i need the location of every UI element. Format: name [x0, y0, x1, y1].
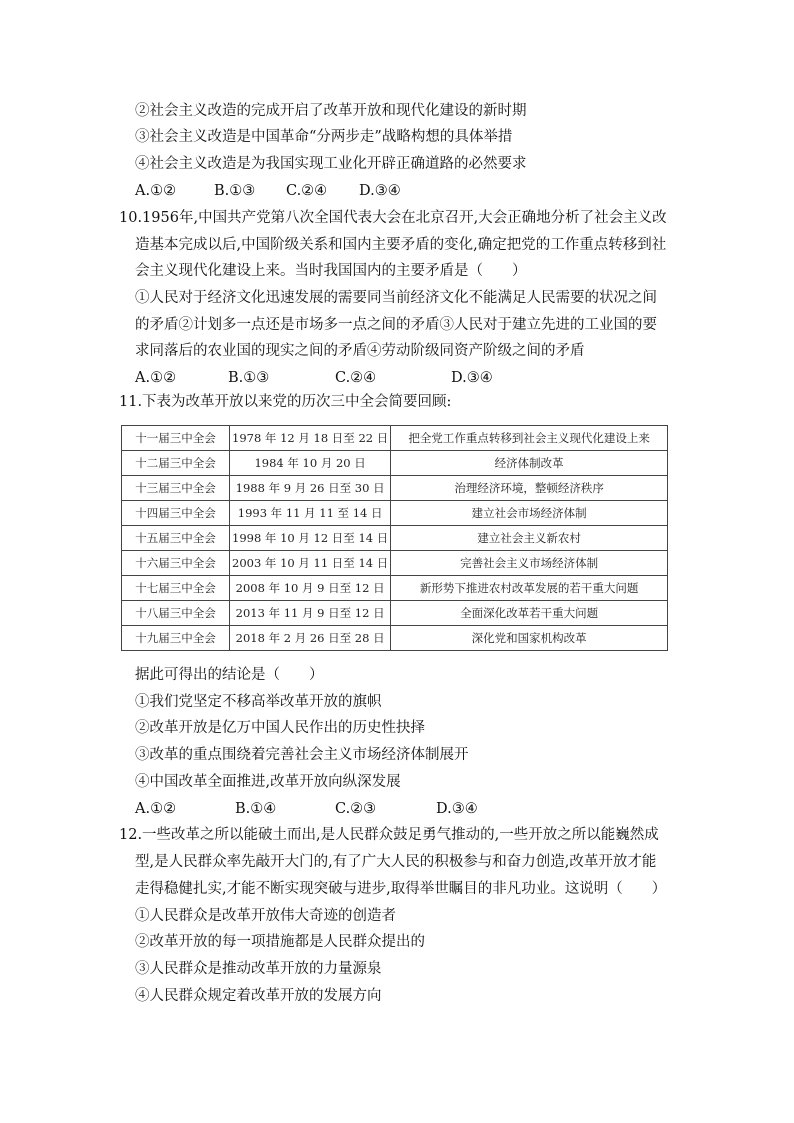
- table-row: [122, 576, 668, 601]
- table-row: [122, 451, 668, 476]
- date-cell: 1984 年 10 月 20 日: [230, 451, 391, 476]
- q10-answer-c: C.②④: [335, 370, 377, 386]
- date-cell: 2018 年 2 月 26 日至 28 日: [230, 626, 391, 651]
- q10-option-line-3: 求同落后的农业国的现实之间的矛盾④劳动阶级同资产阶级之间的矛盾: [135, 343, 585, 359]
- q12-stem-line-3: 走得稳健扎实,才能不断实现突破与进步,取得举世瞩目的非凡功业。这说明（ ）: [135, 881, 667, 897]
- session-cell: 十八届三中全会: [122, 601, 230, 626]
- q12-option-4: ④人民群众规定着改革开放的发展方向: [135, 988, 382, 1004]
- q9-option-2: ②社会主义改造的完成开启了改革开放和现代化建设的新时期: [135, 103, 527, 119]
- date-cell: 2003 年 10 月 11 日至 14 日: [230, 551, 391, 576]
- q10-answer-a: A.①②: [135, 370, 177, 386]
- q9-answer-c: C.②④: [286, 183, 328, 199]
- third-plenum-table: [121, 425, 668, 651]
- q9-answer-b: B.①③: [214, 183, 256, 199]
- q11-answer-c: C.②③: [335, 801, 377, 817]
- table-row: [122, 426, 668, 451]
- session-cell: 十四届三中全会: [122, 501, 230, 526]
- date-cell: 1993 年 11 月 11 至 14 日: [230, 501, 391, 526]
- topic-cell: 建立社会主义新农村: [391, 526, 668, 551]
- topic-cell: 深化党和国家机构改革: [391, 626, 668, 651]
- date-cell: 1998 年 10 月 12 日至 14 日: [230, 526, 391, 551]
- table-row: [122, 551, 668, 576]
- q10-answer-b: B.①③: [228, 370, 270, 386]
- session-cell: 十六届三中全会: [122, 551, 230, 576]
- topic-cell: 经济体制改革: [391, 451, 668, 476]
- q11-answer-b: B.①④: [235, 801, 277, 817]
- q9-answer-d: D.③④: [359, 183, 401, 199]
- table-row: [122, 501, 668, 526]
- topic-cell: 建立社会市场经济体制: [391, 501, 668, 526]
- date-cell: 1988 年 9 月 26 日至 30 日: [230, 476, 391, 501]
- session-cell: 十二届三中全会: [122, 451, 230, 476]
- q10-stem-line-3: 会主义现代化建设上来。当时我国国内的主要矛盾是（ ）: [135, 263, 527, 279]
- q11-option-3: ③改革的重点围绕着完善社会主义市场经济体制展开: [135, 747, 469, 763]
- q10-option-line-1: ①人民对于经济文化迅速发展的需要同当前经济文化不能满足人民需要的状况之间: [135, 290, 657, 306]
- q11-answer-a: A.①②: [135, 801, 177, 817]
- topic-cell: 全面深化改革若干重大问题: [391, 601, 668, 626]
- q9-option-4: ④社会主义改造是为我国实现工业化开辟正确道路的必然要求: [135, 156, 527, 172]
- q11-prompt: 据此可得出的结论是（ ）: [135, 667, 324, 683]
- session-cell: 十五届三中全会: [122, 526, 230, 551]
- table-row: [122, 626, 668, 651]
- session-cell: 十七届三中全会: [122, 576, 230, 601]
- session-cell: 十九届三中全会: [122, 626, 230, 651]
- q12-option-2: ②改革开放的每一项措施都是人民群众提出的: [135, 934, 425, 950]
- topic-cell: 新形势下推进农村改革发展的若干重大问题: [391, 576, 668, 601]
- q11-option-4: ④中国改革全面推进,改革开放向纵深发展: [135, 774, 401, 790]
- q11-option-2: ②改革开放是亿万中国人民作出的历史性抉择: [135, 720, 425, 736]
- q12-stem-line-1: 12.一些改革之所以能破土而出,是人民群众鼓足勇气推动的,一些开放之所以能巍然成: [119, 827, 659, 843]
- q11-stem: 11.下表为改革开放以来党的历次三中全会简要回顾:: [119, 394, 452, 410]
- table-row: [122, 601, 668, 626]
- q12-option-3: ③人民群众是推动改革开放的力量源泉: [135, 961, 382, 977]
- q10-answer-d: D.③④: [451, 370, 493, 386]
- q9-option-3: ③社会主义改造是中国革命“分两步走”战略构想的具体举措: [135, 129, 513, 145]
- table-row: [122, 476, 668, 501]
- session-cell: 十三届三中全会: [122, 476, 230, 501]
- topic-cell: 完善社会主义市场经济体制: [391, 551, 668, 576]
- table-row: [122, 526, 668, 551]
- topic-cell: 治理经济环境，整顿经济秩序: [391, 476, 668, 501]
- q12-option-1: ①人民群众是改革开放伟大奇迹的创造者: [135, 908, 396, 924]
- date-cell: 1978 年 12 月 18 日至 22 日: [230, 426, 391, 451]
- topic-cell: 把全党工作重点转移到社会主义现代化建设上来: [391, 426, 668, 451]
- date-cell: 2013 年 11 月 9 日至 12 日: [230, 601, 391, 626]
- q12-stem-line-2: 型,是人民群众率先敲开大门的,有了广大人民的积极参与和奋力创造,改革开放才能: [135, 854, 657, 870]
- q10-stem-line-1: 10.1956年,中国共产党第八次全国代表大会在北京召开,大会正确地分析了社会主义改: [119, 210, 667, 226]
- q9-answer-a: A.①②: [135, 183, 177, 199]
- session-cell: 十一届三中全会: [122, 426, 230, 451]
- q10-stem-line-2: 造基本完成以后,中国阶级关系和国内主要矛盾的变化,确定把党的工作重点转移到社: [135, 237, 667, 253]
- q11-answer-d: D.③④: [436, 801, 478, 817]
- date-cell: 2008 年 10 月 9 日至 12 日: [230, 576, 391, 601]
- q11-option-1: ①我们党坚定不移高举改革开放的旗帜: [135, 694, 382, 710]
- q10-option-line-2: 的矛盾②计划多一点还是市场多一点之间的矛盾③人民对于建立先进的工业国的要: [135, 317, 657, 333]
